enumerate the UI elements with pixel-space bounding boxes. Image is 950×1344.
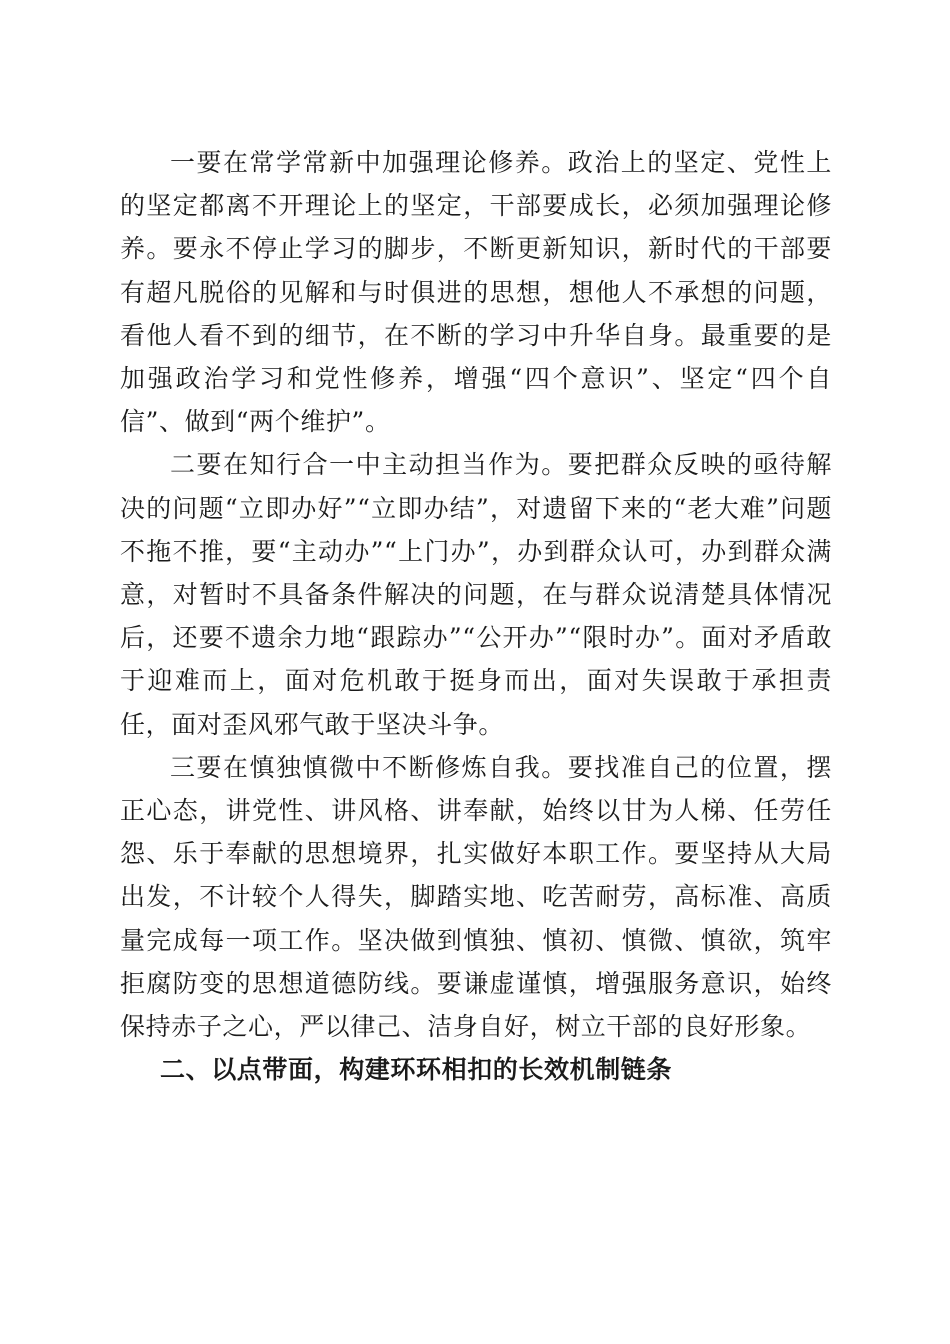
section-heading: 二、以点带面，构建环环相扣的长效机制链条 [160,1055,673,1085]
document-page [120,141,832,1091]
paragraph-theory-cultivation: 一要在常学常新中加强理论修养。政治上的坚定、党性上的坚定都离不开理论上的坚定，干部要成长，必须加强理论修养。要永不停止学习的脚步，不断更新知识，新时代的干部要有超凡脱俗的见解和与时俱进的思想，想他人不承想的问题，看他人看不到的细节，在不断的学习中升华自身。最重要的是加强政治学习和党性修养，增强“四个意识”、坚定“四个自信”、做到“两个维护”。 [120,148,832,437]
paragraph-self-discipline: 三要在慎独慎微中不断修炼自我。要找准自己的位置，摆正心态，讲党性、讲风格、讲奉献，始终以甘为人梯、任劳任怨、乐于奉献的思想境界，扎实做好本职工作。要坚持从大局出发，不计较个人得失，脚踏实地、吃苦耐劳，高标准、高质量完成每一项工作。坚决做到慎独、慎初、慎微、慎欲，筑牢拒腐防变的思想道德防线。要谦虚谨慎，增强服务意识，始终保持赤子之心，严以律己、洁身自好，树立干部的良好形象。 [120,752,832,1042]
paragraph-take-responsibility: 二要在知行合一中主动担当作为。要把群众反映的亟待解决的问题“立即办好”“立即办结”，对遗留下来的“老大难”问题不拖不推，要“主动办”“上门办”，办到群众认可，办到群众满意，对暂时不具备条件解决的问题，在与群众说清楚具体情况后，还要不遗余力地“跟踪办”“公开办”“限时办”。面对矛盾敢于迎难而上，面对危机敢于挺身而出，面对失误敢于承担责任，面对歪风邪气敢于坚决斗争。 [120,450,832,739]
